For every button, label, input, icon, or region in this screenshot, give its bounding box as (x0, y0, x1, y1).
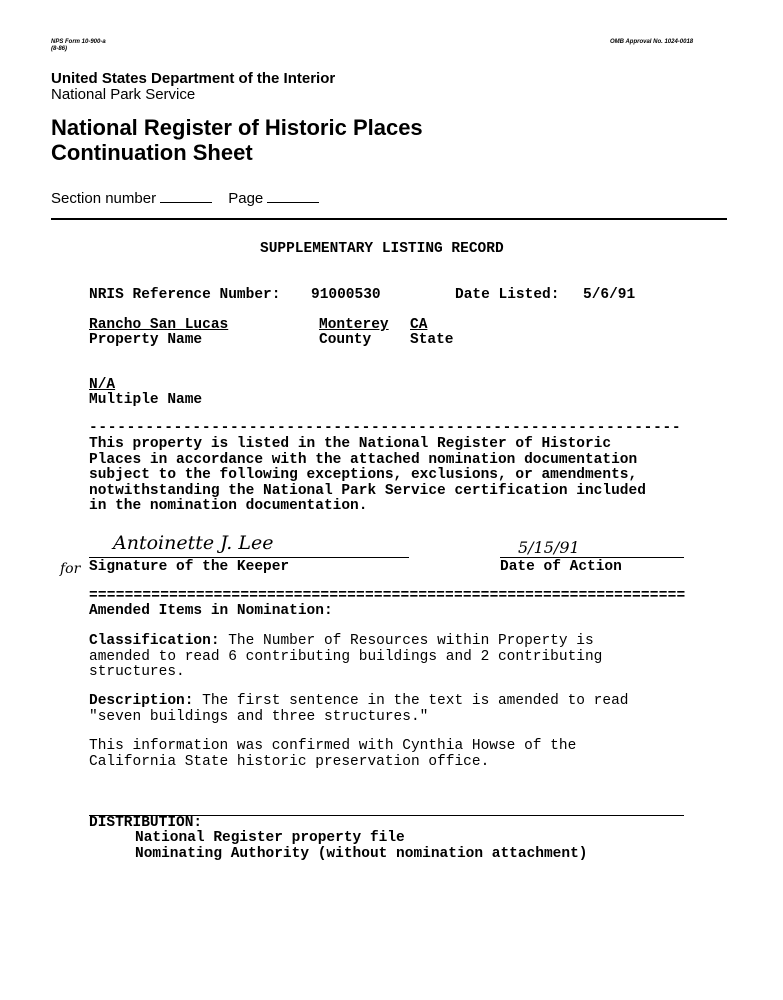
action-date-value: 5/15/91 (518, 538, 580, 557)
multiple-name-value: N/A (89, 377, 116, 393)
property-name-label: Property Name (89, 332, 203, 348)
department-name: United States Department of the Interior (51, 70, 336, 87)
state-value: CA (410, 317, 428, 333)
property-name-value: Rancho San Lucas (89, 317, 229, 333)
amended-heading: Amended Items in Nomination: (89, 603, 333, 619)
distribution-item: National Register property file (135, 830, 405, 846)
distribution-label: DISTRIBUTION: (89, 815, 203, 831)
section-number-field (51, 190, 319, 207)
signature-line (89, 557, 409, 558)
dashed-divider: --------------------------------------------------------------- (89, 420, 682, 436)
action-date-line (500, 557, 684, 558)
action-date-label: Date of Action (500, 559, 622, 575)
confirmation-note: This information was confirmed with Cynthia Howse of the California State historic preservation office. (89, 738, 577, 770)
record-heading: SUPPLEMENTARY LISTING RECORD (260, 241, 504, 257)
header-rule (51, 218, 727, 220)
double-divider: =================================================================== (89, 588, 686, 604)
description-text: The first sentence in the text is amended to read "seven buildings and three structures." (89, 693, 629, 725)
section-number-label: Section number (51, 190, 157, 207)
listing-statement: This property is listed in the National Register of Historic Places in accordance with the attached nomination documentation subject to the following exceptions, exclusions, or amendments, notwithstanding the National Park Service certification included in the nomination documentation. (89, 436, 646, 514)
form-date: (8-86) (51, 46, 68, 52)
county-value: Monterey (319, 317, 389, 333)
section-number-blank (160, 201, 212, 203)
distribution-item: Nominating Authority (without nomination attachment) (135, 846, 588, 862)
signature-prefix: for (60, 561, 81, 577)
omb-approval: OMB Approval No. 1024-0018 (610, 39, 694, 45)
agency-name: National Park Service (51, 86, 196, 103)
page-subtitle: Continuation Sheet (51, 140, 253, 165)
nris-value: 91000530 (311, 287, 381, 303)
signature-label: Signature of the Keeper (89, 559, 290, 575)
description-label: Description: (89, 693, 194, 709)
description-amendment (89, 694, 689, 725)
date-listed-label: Date Listed: (455, 287, 560, 303)
classification-amendment (89, 634, 689, 681)
date-listed-value: 5/6/91 (583, 287, 636, 303)
keeper-signature: Antoinette J. Lee (113, 532, 274, 554)
classification-label: Classification: (89, 633, 220, 649)
classification-text: The Number of Resources within Property is amended to read 6 contributing buildings and 2 contributing structures. (89, 633, 603, 680)
county-label: County (319, 332, 372, 348)
nris-label: NRIS Reference Number: (89, 287, 281, 303)
page-blank (267, 201, 319, 203)
state-label: State (410, 332, 454, 348)
page-title: National Register of Historic Places (51, 115, 423, 140)
form-number: NPS Form 10-900-a (51, 39, 106, 45)
multiple-name-label: Multiple Name (89, 392, 203, 408)
page-label: Page (228, 190, 264, 207)
